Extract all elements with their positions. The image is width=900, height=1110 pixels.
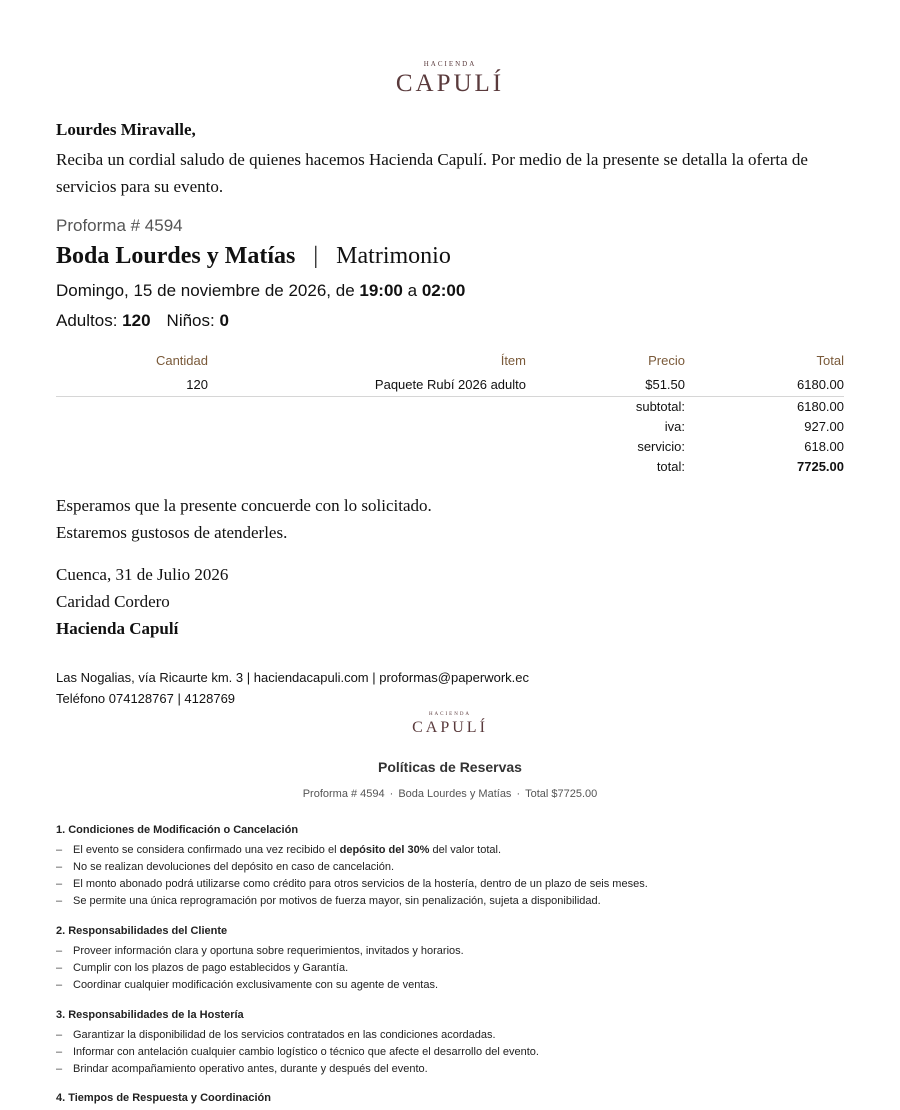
adults-value: 120 xyxy=(122,311,151,330)
policy-section-4 xyxy=(56,1092,844,1110)
list-item: – Se permite una única reprogramación por motivos de fuerza mayor, sin penalización, sujeta a disponibilidad. xyxy=(56,893,844,910)
items-table xyxy=(56,350,844,477)
iva-value: 927.00 xyxy=(804,419,844,434)
row-item: Paquete Rubí 2026 adulto xyxy=(374,377,526,392)
total-value: 7725.00 xyxy=(797,459,844,474)
list-item: – Informar con antelación cualquier cambio logístico o técnico que afecte el desarrollo del evento. xyxy=(56,1044,844,1061)
list-item: – El monto abonado podrá utilizarse como crédito para otros servicios de la hostería, dentro de un plazo de seis meses. xyxy=(56,876,844,893)
header-qty: Cantidad xyxy=(155,353,208,368)
list-item: – No se realizan devoluciones del depósito en caso de cancelación. xyxy=(56,859,844,876)
recipient-name: Lourdes Miravalle, xyxy=(56,120,196,139)
row-price: $51.50 xyxy=(645,377,685,392)
time-start: 19:00 xyxy=(359,281,403,300)
list-item: – Cumplir con los plazos de pago establecidos y Garantía. xyxy=(56,960,844,977)
event-title xyxy=(56,243,451,270)
proforma-number: Proforma # 4594 xyxy=(56,216,183,235)
iva-row xyxy=(56,417,844,437)
policy-section-3 xyxy=(56,1009,844,1078)
policies-sub-total: Total $7725.00 xyxy=(525,788,598,800)
phone-line: Teléfono 074128767 | 4128769 xyxy=(56,691,236,706)
time-joiner: a xyxy=(407,281,418,300)
policy-section-1 xyxy=(56,824,844,910)
event-separator: | xyxy=(313,243,319,269)
service-row xyxy=(56,437,844,457)
closing-line-1: Esperamos que la presente concuerde con lo solicitado. xyxy=(56,496,432,515)
table-row xyxy=(56,374,844,397)
subtotal-row xyxy=(56,397,844,417)
header-total: Total xyxy=(816,353,844,368)
event-type: Matrimonio xyxy=(336,243,451,269)
event-date xyxy=(56,281,465,301)
iva-label: iva: xyxy=(664,419,685,434)
logo-small-text-2: HACIENDA xyxy=(428,712,472,717)
closing-text xyxy=(56,492,432,546)
place-date: Cuenca, 31 de Julio 2026 xyxy=(56,565,229,584)
closing-line-2: Estaremos gustosos de atenderles. xyxy=(56,523,288,542)
subtotal-value: 6180.00 xyxy=(797,399,844,414)
total-label: total: xyxy=(656,459,685,474)
service-value: 618.00 xyxy=(804,439,844,454)
header-item: Ítem xyxy=(500,353,526,368)
list-item: – Proveer información clara y oportuna sobre requerimientos, invitados y horarios. xyxy=(56,943,844,960)
policies-sub-proforma: Proforma # 4594 xyxy=(302,788,385,800)
signer-name: Caridad Cordero xyxy=(56,592,170,611)
list-item: – Brindar acompañamiento operativo antes, durante y después del evento. xyxy=(56,1061,844,1078)
guest-count xyxy=(56,311,229,331)
kids-value: 0 xyxy=(219,311,229,330)
intro-paragraph: Reciba un cordial saludo de quienes hacemos Hacienda Capulí. Por medio de la presente se detalla la oferta de servicios para su evento. xyxy=(56,150,808,196)
signoff xyxy=(56,561,228,642)
address-line: Las Nogalias, vía Ricaurte km. 3 | haciendacapuli.com | proformas@paperwork.ec xyxy=(56,670,529,685)
row-qty: 120 xyxy=(186,377,208,392)
list-item: – Coordinar cualquier modificación exclusivamente con su agente de ventas. xyxy=(56,977,844,994)
adults-label: Adultos: xyxy=(56,311,118,330)
section-title: 1. Condiciones de Modificación o Cancelación xyxy=(56,824,299,836)
table-header xyxy=(56,350,844,374)
time-end: 02:00 xyxy=(421,281,466,300)
sub-dot-2: · xyxy=(516,788,521,800)
contact-footer xyxy=(56,667,529,709)
section-title: 2. Responsabilidades del Cliente xyxy=(56,925,228,937)
policies-title: Políticas de Reservas xyxy=(378,759,522,775)
section-title: 3. Responsabilidades de la Hostería xyxy=(56,1009,244,1021)
total-row xyxy=(56,457,844,477)
subtotal-label: subtotal: xyxy=(635,399,685,414)
logo-name: CAPULÍ xyxy=(395,70,505,97)
event-name: Boda Lourdes y Matías xyxy=(56,243,296,269)
policies-sub-event: Boda Lourdes y Matías xyxy=(398,788,512,800)
logo-name-2: CAPULÍ xyxy=(412,719,488,736)
hacienda-logo xyxy=(56,60,844,98)
logo-small-text: HACIENDA xyxy=(423,60,477,68)
date-text: Domingo, 15 de noviembre de 2026, de xyxy=(56,281,355,300)
policies-subtitle xyxy=(56,788,844,800)
list-item: – El evento se considera confirmado una vez recibido el depósito del 30% del valor total. xyxy=(56,842,844,859)
hacienda-logo-small xyxy=(56,712,844,737)
row-total: 6180.00 xyxy=(797,377,844,392)
company-name: Hacienda Capulí xyxy=(56,619,179,638)
sub-dot-1: · xyxy=(389,788,394,800)
header-price: Precio xyxy=(648,353,685,368)
service-label: servicio: xyxy=(637,439,685,454)
policy-section-2 xyxy=(56,925,844,994)
section-title: 4. Tiempos de Respuesta y Coordinación xyxy=(56,1092,271,1104)
kids-label: Niños: xyxy=(166,311,215,330)
list-item: – Garantizar la disponibilidad de los servicios contratados en las condiciones acordadas. xyxy=(56,1027,844,1044)
